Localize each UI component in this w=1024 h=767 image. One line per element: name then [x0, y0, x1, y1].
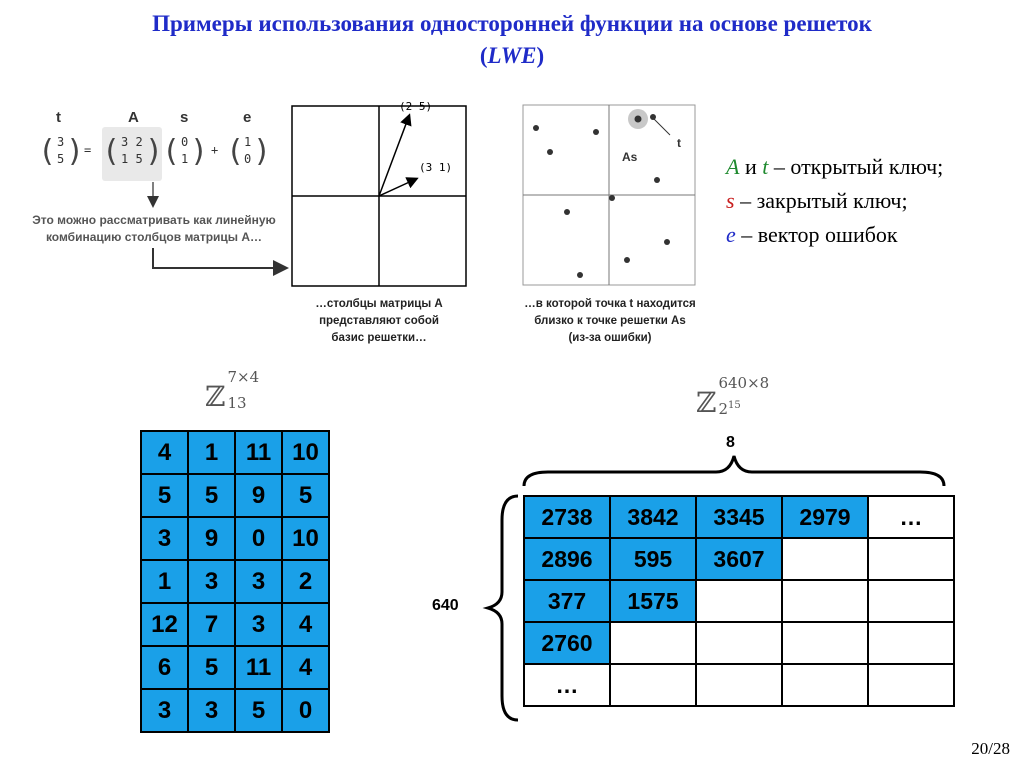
matrix-row	[141, 431, 329, 474]
small-matrix-label: ℤ 7×4 13	[205, 368, 260, 413]
column-count: 8	[726, 434, 735, 451]
matrix-cell	[696, 622, 782, 664]
matrix-cell: 4	[282, 603, 329, 646]
matrix-cell	[868, 580, 954, 622]
matrix-row	[141, 517, 329, 560]
matrix-cell: 0	[235, 517, 282, 560]
basis-caption: …столбцы матрицы А представляют собой базис решетки…	[315, 298, 443, 344]
paren-left: (	[162, 134, 181, 169]
plus-sign: +	[211, 143, 219, 157]
basis-plot	[289, 96, 479, 296]
matrix-cell: 4	[282, 646, 329, 689]
matrix-row	[524, 580, 954, 622]
big-matrix	[523, 495, 955, 707]
vec-s-0: 0	[181, 135, 189, 149]
label-As: As	[622, 150, 638, 164]
matrix-cell: 5	[188, 646, 235, 689]
matrix-A-row-0: 3 2	[121, 135, 143, 149]
matrix-row	[141, 689, 329, 732]
matrix-cell: 12	[141, 603, 188, 646]
vector-label-2-5: (2 5)	[399, 100, 433, 113]
label-t-point: t	[677, 136, 681, 150]
private-key-line: s – закрытый ключ;	[726, 188, 908, 213]
matrix-cell: 1575	[610, 580, 696, 622]
paren-right: )	[66, 134, 85, 169]
paren-right: )	[145, 134, 164, 169]
matrix-row	[141, 603, 329, 646]
matrix-cell: 5	[141, 474, 188, 517]
title-line-2: (LWE)	[479, 43, 545, 68]
matrix-cell	[868, 622, 954, 664]
matrix-cell: 10	[282, 517, 329, 560]
public-key-line: A и t – открытый ключ;	[726, 154, 944, 179]
matrix-cell: …	[868, 496, 954, 538]
matrix-row	[141, 646, 329, 689]
vec-s-1: 1	[181, 152, 189, 166]
point-t	[650, 114, 656, 120]
matrix-cell: 3	[235, 560, 282, 603]
matrix-cell: 377	[524, 580, 610, 622]
matrix-cell: 6	[141, 646, 188, 689]
equals-sign: =	[84, 143, 92, 157]
matrix-row	[141, 474, 329, 517]
matrix-row	[524, 622, 954, 664]
page-number: 20/28	[971, 739, 1010, 758]
paren-left: (	[102, 134, 121, 169]
label-s: s	[180, 109, 189, 126]
matrix-row	[524, 538, 954, 580]
keys-legend	[726, 150, 943, 252]
paren-right: )	[253, 134, 272, 169]
vector-label-3-1: (3 1)	[419, 161, 453, 174]
matrix-cell: 3345	[696, 496, 782, 538]
matrix-cell: 7	[188, 603, 235, 646]
matrix-cell: 2	[282, 560, 329, 603]
matrix-cell: 3607	[696, 538, 782, 580]
matrix-cell: 3	[141, 689, 188, 732]
matrix-cell	[782, 622, 868, 664]
lwe-equation	[30, 105, 280, 185]
matrix-cell	[610, 622, 696, 664]
vec-t-0: 3	[57, 135, 65, 149]
column-brace	[520, 450, 950, 490]
matrix-cell: 11	[235, 431, 282, 474]
matrix-row	[141, 560, 329, 603]
label-e: e	[243, 109, 252, 126]
label-A: A	[128, 109, 139, 126]
big-matrix-label: ℤ 640×8 $2^{15}$	[696, 374, 770, 419]
row-count: 640	[432, 597, 459, 614]
paren-left: (	[226, 134, 245, 169]
matrix-cell: 10	[282, 431, 329, 474]
matrix-cell: 2738	[524, 496, 610, 538]
matrix-row	[524, 496, 954, 538]
lattice-point-plot	[520, 100, 700, 290]
small-matrix	[140, 430, 330, 733]
matrix-cell	[868, 538, 954, 580]
slide-title	[0, 8, 1024, 72]
matrix-cell	[782, 538, 868, 580]
matrix-cell: 3	[188, 560, 235, 603]
matrix-cell: 9	[235, 474, 282, 517]
vec-e-1: 0	[244, 152, 252, 166]
matrix-cell: 3	[141, 517, 188, 560]
matrix-cell: 2760	[524, 622, 610, 664]
matrix-cell	[782, 580, 868, 622]
matrix-cell: …	[524, 664, 610, 706]
matrix-cell: 5	[235, 689, 282, 732]
matrix-cell: 11	[235, 646, 282, 689]
matrix-row	[524, 664, 954, 706]
matrix-cell: 5	[188, 474, 235, 517]
matrix-cell: 2979	[782, 496, 868, 538]
matrix-cell: 0	[282, 689, 329, 732]
matrix-A-row-1: 1 5	[121, 152, 143, 166]
matrix-cell	[868, 664, 954, 706]
lattice-caption: …в которой точка t находится близко к точке решетки As (из-за ошибки)	[524, 298, 696, 344]
vec-e-0: 1	[244, 135, 252, 149]
matrix-cell: 3	[188, 689, 235, 732]
matrix-cell: 5	[282, 474, 329, 517]
matrix-cell: 4	[141, 431, 188, 474]
matrix-cell	[610, 664, 696, 706]
matrix-cell: 3	[235, 603, 282, 646]
title-line-1: Примеры использования односторонней функции на основе решеток	[152, 11, 872, 36]
vec-t-1: 5	[57, 152, 65, 166]
matrix-cell	[782, 664, 868, 706]
matrix-cell: 3842	[610, 496, 696, 538]
row-brace	[482, 492, 522, 724]
right-arrow	[153, 248, 285, 268]
matrix-cell: 595	[610, 538, 696, 580]
error-vector-line: e – вектор ошибок	[726, 222, 898, 247]
paren-left: (	[38, 134, 57, 169]
matrix-cell: 9	[188, 517, 235, 560]
matrix-cell: 2896	[524, 538, 610, 580]
linear-combination-note: Это можно рассматривать как линейную комбинацию столбцов матрицы А…	[32, 213, 276, 244]
matrix-cell	[696, 664, 782, 706]
paren-right: )	[190, 134, 209, 169]
matrix-cell	[696, 580, 782, 622]
matrix-cell: 1	[141, 560, 188, 603]
lattice-point-As	[635, 116, 642, 123]
matrix-cell: 1	[188, 431, 235, 474]
label-t: t	[56, 109, 61, 126]
